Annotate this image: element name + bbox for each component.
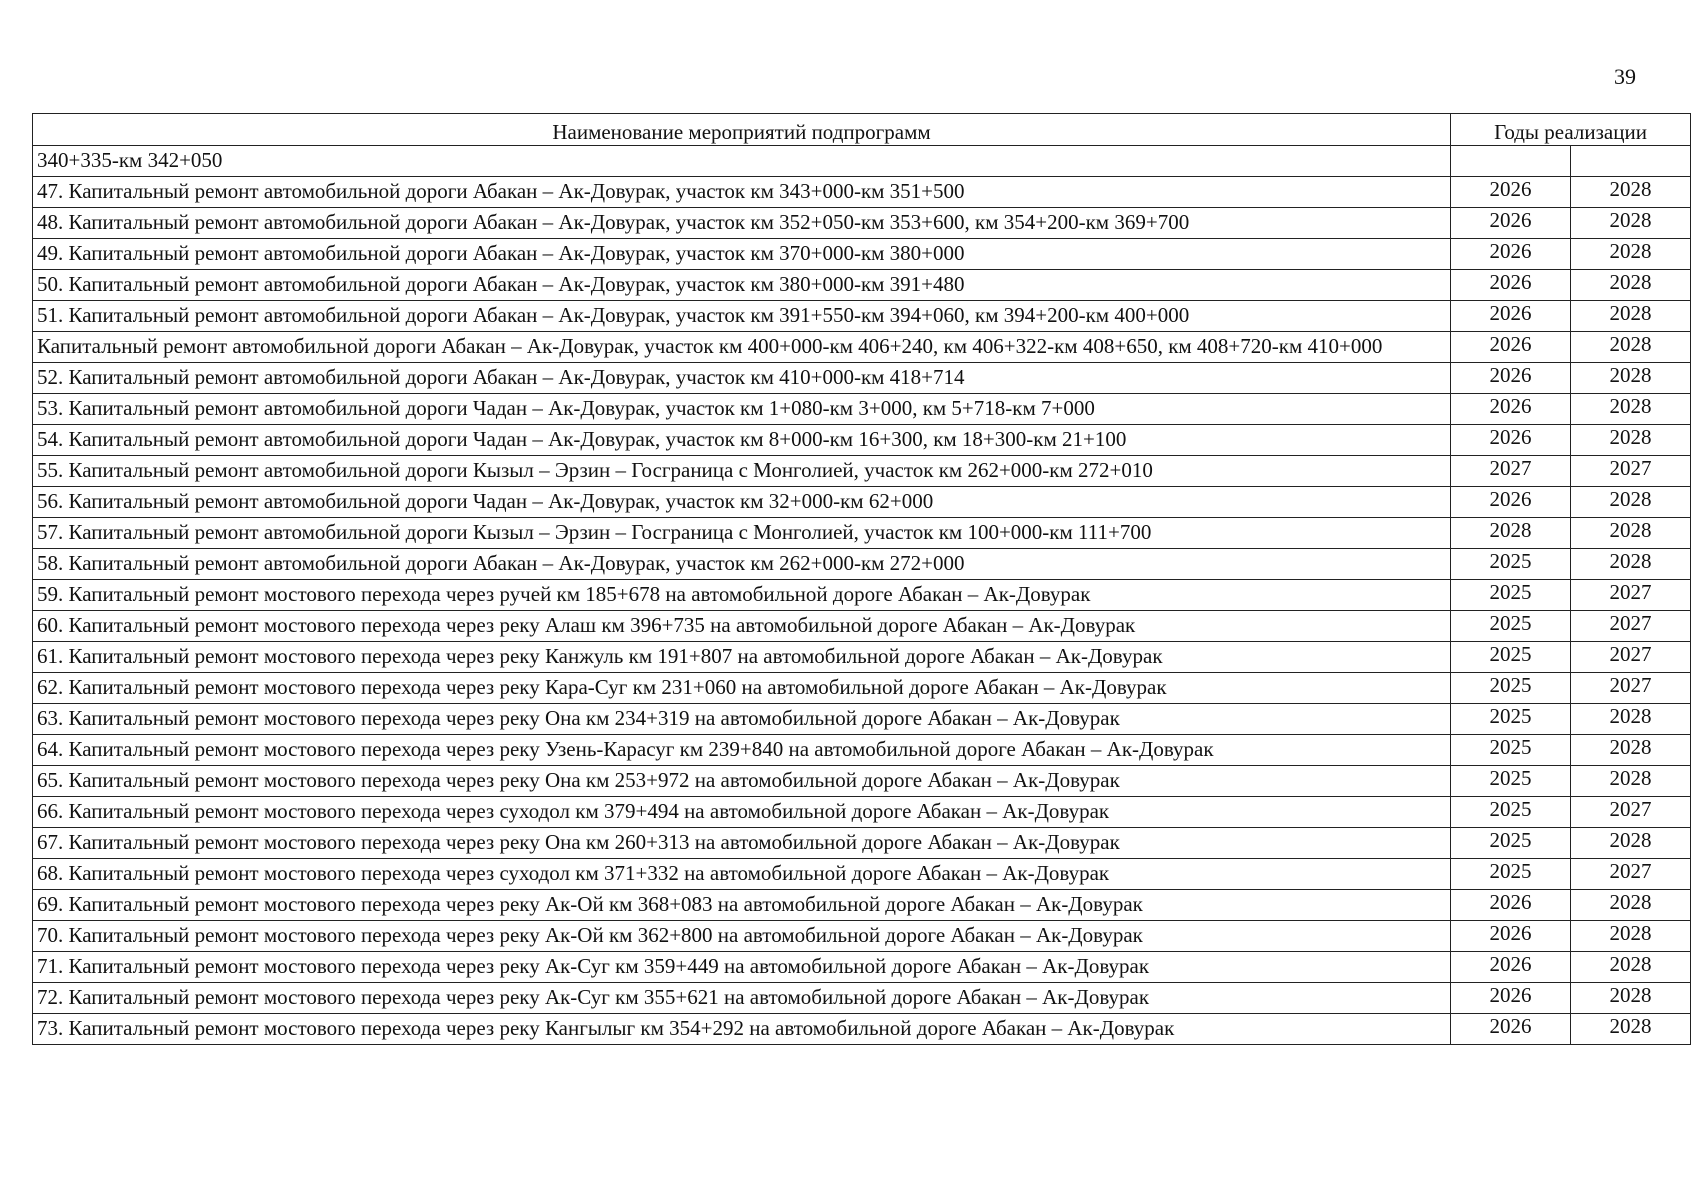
row-activity-name: 65. Капитальный ремонт мостового перехода через реку Она км 253+972 на автомобильной дороге Абакан – Ак-Довурак bbox=[33, 766, 1451, 797]
row-activity-name: 68. Капитальный ремонт мостового перехода через суходол км 371+332 на автомобильной дороге Абакан – Ак-Довурак bbox=[33, 859, 1451, 890]
table-row bbox=[33, 363, 1691, 394]
row-activity-name: 61. Капитальный ремонт мостового перехода через реку Канжуль км 191+807 на автомобильной дороге Абакан – Ак-Довурак bbox=[33, 642, 1451, 673]
row-end-year: 2027 bbox=[1571, 642, 1691, 673]
header-years: Годы реализации bbox=[1451, 114, 1691, 146]
table-row bbox=[33, 766, 1691, 797]
row-end-year: 2028 bbox=[1571, 1014, 1691, 1045]
row-end-year: 2028 bbox=[1571, 890, 1691, 921]
row-start-year: 2028 bbox=[1451, 518, 1571, 549]
table-body bbox=[33, 146, 1691, 1045]
table-row bbox=[33, 580, 1691, 611]
row-start-year: 2025 bbox=[1451, 673, 1571, 704]
row-activity-name: 60. Капитальный ремонт мостового перехода через реку Алаш км 396+735 на автомобильной дороге Абакан – Ак-Довурак bbox=[33, 611, 1451, 642]
table-row bbox=[33, 487, 1691, 518]
table-row bbox=[33, 332, 1691, 363]
table-row bbox=[33, 177, 1691, 208]
row-start-year: 2026 bbox=[1451, 425, 1571, 456]
row-end-year: 2028 bbox=[1571, 177, 1691, 208]
row-end-year: 2027 bbox=[1571, 456, 1691, 487]
row-end-year: 2027 bbox=[1571, 673, 1691, 704]
row-end-year: 2028 bbox=[1571, 766, 1691, 797]
row-end-year bbox=[1571, 146, 1691, 177]
row-activity-name: 49. Капитальный ремонт автомобильной дороги Абакан – Ак-Довурак, участок км 370+000-км 380+000 bbox=[33, 239, 1451, 270]
row-activity-name: 55. Капитальный ремонт автомобильной дороги Кызыл – Эрзин – Госграница с Монголией, участок км 262+000-км 272+010 bbox=[33, 456, 1451, 487]
table-row bbox=[33, 828, 1691, 859]
row-start-year: 2026 bbox=[1451, 890, 1571, 921]
row-activity-name: 50. Капитальный ремонт автомобильной дороги Абакан – Ак-Довурак, участок км 380+000-км 391+480 bbox=[33, 270, 1451, 301]
row-start-year: 2026 bbox=[1451, 177, 1571, 208]
table-row bbox=[33, 921, 1691, 952]
row-activity-name: 63. Капитальный ремонт мостового перехода через реку Она км 234+319 на автомобильной дороге Абакан – Ак-Довурак bbox=[33, 704, 1451, 735]
row-start-year: 2027 bbox=[1451, 456, 1571, 487]
table-row bbox=[33, 611, 1691, 642]
row-start-year: 2026 bbox=[1451, 208, 1571, 239]
row-activity-name: 71. Капитальный ремонт мостового перехода через реку Ак-Суг км 359+449 на автомобильной дороге Абакан – Ак-Довурак bbox=[33, 952, 1451, 983]
row-activity-name: 52. Капитальный ремонт автомобильной дороги Абакан – Ак-Довурак, участок км 410+000-км 418+714 bbox=[33, 363, 1451, 394]
table-row bbox=[33, 394, 1691, 425]
row-activity-name: 59. Капитальный ремонт мостового перехода через ручей км 185+678 на автомобильной дороге Абакан – Ак-Довурак bbox=[33, 580, 1451, 611]
row-activity-name: 62. Капитальный ремонт мостового перехода через реку Кара-Суг км 231+060 на автомобильной дороге Абакан – Ак-Довурак bbox=[33, 673, 1451, 704]
table-row bbox=[33, 642, 1691, 673]
table-row bbox=[33, 549, 1691, 580]
table-row bbox=[33, 890, 1691, 921]
table-row bbox=[33, 704, 1691, 735]
row-end-year: 2027 bbox=[1571, 611, 1691, 642]
row-activity-name: 48. Капитальный ремонт автомобильной дороги Абакан – Ак-Довурак, участок км 352+050-км 353+600, км 354+200-км 369+700 bbox=[33, 208, 1451, 239]
program-table bbox=[32, 113, 1691, 1045]
table-row bbox=[33, 518, 1691, 549]
page-number: 39 bbox=[1614, 64, 1636, 89]
row-activity-name: 67. Капитальный ремонт мостового перехода через реку Она км 260+313 на автомобильной дороге Абакан – Ак-Довурак bbox=[33, 828, 1451, 859]
row-start-year: 2026 bbox=[1451, 1014, 1571, 1045]
row-end-year: 2028 bbox=[1571, 270, 1691, 301]
row-end-year: 2028 bbox=[1571, 549, 1691, 580]
row-activity-name: 70. Капитальный ремонт мостового перехода через реку Ак-Ой км 362+800 на автомобильной дороге Абакан – Ак-Довурак bbox=[33, 921, 1451, 952]
table-row bbox=[33, 983, 1691, 1014]
row-start-year: 2026 bbox=[1451, 270, 1571, 301]
row-start-year: 2026 bbox=[1451, 363, 1571, 394]
row-start-year: 2025 bbox=[1451, 549, 1571, 580]
table-row bbox=[33, 456, 1691, 487]
row-start-year: 2025 bbox=[1451, 611, 1571, 642]
row-start-year: 2025 bbox=[1451, 735, 1571, 766]
row-end-year: 2028 bbox=[1571, 518, 1691, 549]
row-start-year: 2025 bbox=[1451, 580, 1571, 611]
row-end-year: 2027 bbox=[1571, 797, 1691, 828]
table-row bbox=[33, 952, 1691, 983]
table-header-row bbox=[33, 114, 1691, 146]
row-end-year: 2028 bbox=[1571, 921, 1691, 952]
row-activity-name: 73. Капитальный ремонт мостового перехода через реку Кангылыг км 354+292 на автомобильной дороге Абакан – Ак-Довурак bbox=[33, 1014, 1451, 1045]
table-row bbox=[33, 859, 1691, 890]
row-start-year: 2025 bbox=[1451, 642, 1571, 673]
table-row bbox=[33, 1014, 1691, 1045]
row-end-year: 2028 bbox=[1571, 704, 1691, 735]
table-row bbox=[33, 735, 1691, 766]
row-end-year: 2028 bbox=[1571, 828, 1691, 859]
table-row bbox=[33, 797, 1691, 828]
row-activity-name: 51. Капитальный ремонт автомобильной дороги Абакан – Ак-Довурак, участок км 391+550-км 394+060, км 394+200-км 400+000 bbox=[33, 301, 1451, 332]
row-activity-name: 64. Капитальный ремонт мостового перехода через реку Узень-Карасуг км 239+840 на автомобильной дороге Абакан – Ак-Довурак bbox=[33, 735, 1451, 766]
row-start-year: 2026 bbox=[1451, 301, 1571, 332]
row-start-year: 2026 bbox=[1451, 952, 1571, 983]
row-activity-name: 58. Капитальный ремонт автомобильной дороги Абакан – Ак-Довурак, участок км 262+000-км 272+000 bbox=[33, 549, 1451, 580]
row-activity-name: 72. Капитальный ремонт мостового перехода через реку Ак-Суг км 355+621 на автомобильной дороге Абакан – Ак-Довурак bbox=[33, 983, 1451, 1014]
row-end-year: 2028 bbox=[1571, 394, 1691, 425]
row-activity-name: 54. Капитальный ремонт автомобильной дороги Чадан – Ак-Довурак, участок км 8+000-км 16+300, км 18+300-км 21+100 bbox=[33, 425, 1451, 456]
row-activity-name: 57. Капитальный ремонт автомобильной дороги Кызыл – Эрзин – Госграница с Монголией, участок км 100+000-км 111+700 bbox=[33, 518, 1451, 549]
row-start-year bbox=[1451, 146, 1571, 177]
table-row bbox=[33, 673, 1691, 704]
row-end-year: 2027 bbox=[1571, 859, 1691, 890]
table-row bbox=[33, 301, 1691, 332]
row-activity-name: 56. Капитальный ремонт автомобильной дороги Чадан – Ак-Довурак, участок км 32+000-км 62+000 bbox=[33, 487, 1451, 518]
row-end-year: 2028 bbox=[1571, 983, 1691, 1014]
row-end-year: 2028 bbox=[1571, 487, 1691, 518]
row-end-year: 2028 bbox=[1571, 208, 1691, 239]
row-activity-name: 66. Капитальный ремонт мостового перехода через суходол км 379+494 на автомобильной дороге Абакан – Ак-Довурак bbox=[33, 797, 1451, 828]
table-row bbox=[33, 270, 1691, 301]
row-end-year: 2028 bbox=[1571, 363, 1691, 394]
row-start-year: 2025 bbox=[1451, 797, 1571, 828]
row-activity-name: 340+335-км 342+050 bbox=[33, 146, 1451, 177]
row-end-year: 2028 bbox=[1571, 301, 1691, 332]
row-start-year: 2026 bbox=[1451, 239, 1571, 270]
row-start-year: 2025 bbox=[1451, 859, 1571, 890]
row-activity-name: 53. Капитальный ремонт автомобильной дороги Чадан – Ак-Довурак, участок км 1+080-км 3+000, км 5+718-км 7+000 bbox=[33, 394, 1451, 425]
header-activity-name: Наименование мероприятий подпрограмм bbox=[33, 114, 1451, 146]
row-activity-name: 47. Капитальный ремонт автомобильной дороги Абакан – Ак-Довурак, участок км 343+000-км 351+500 bbox=[33, 177, 1451, 208]
table-row bbox=[33, 239, 1691, 270]
row-end-year: 2028 bbox=[1571, 239, 1691, 270]
row-end-year: 2027 bbox=[1571, 580, 1691, 611]
row-start-year: 2025 bbox=[1451, 766, 1571, 797]
row-start-year: 2026 bbox=[1451, 921, 1571, 952]
table-row bbox=[33, 208, 1691, 239]
row-start-year: 2026 bbox=[1451, 487, 1571, 518]
row-start-year: 2025 bbox=[1451, 828, 1571, 859]
row-end-year: 2028 bbox=[1571, 332, 1691, 363]
row-start-year: 2025 bbox=[1451, 704, 1571, 735]
row-start-year: 2026 bbox=[1451, 983, 1571, 1014]
row-end-year: 2028 bbox=[1571, 425, 1691, 456]
table-row bbox=[33, 425, 1691, 456]
row-end-year: 2028 bbox=[1571, 735, 1691, 766]
row-end-year: 2028 bbox=[1571, 952, 1691, 983]
table-row-continuation bbox=[33, 146, 1691, 177]
row-activity-name: 69. Капитальный ремонт мостового перехода через реку Ак-Ой км 368+083 на автомобильной дороге Абакан – Ак-Довурак bbox=[33, 890, 1451, 921]
row-start-year: 2026 bbox=[1451, 332, 1571, 363]
row-activity-name: Капитальный ремонт автомобильной дороги Абакан – Ак-Довурак, участок км 400+000-км 406+240, км 406+322-км 408+650, км 408+720-км 410+000 bbox=[33, 332, 1451, 363]
row-start-year: 2026 bbox=[1451, 394, 1571, 425]
